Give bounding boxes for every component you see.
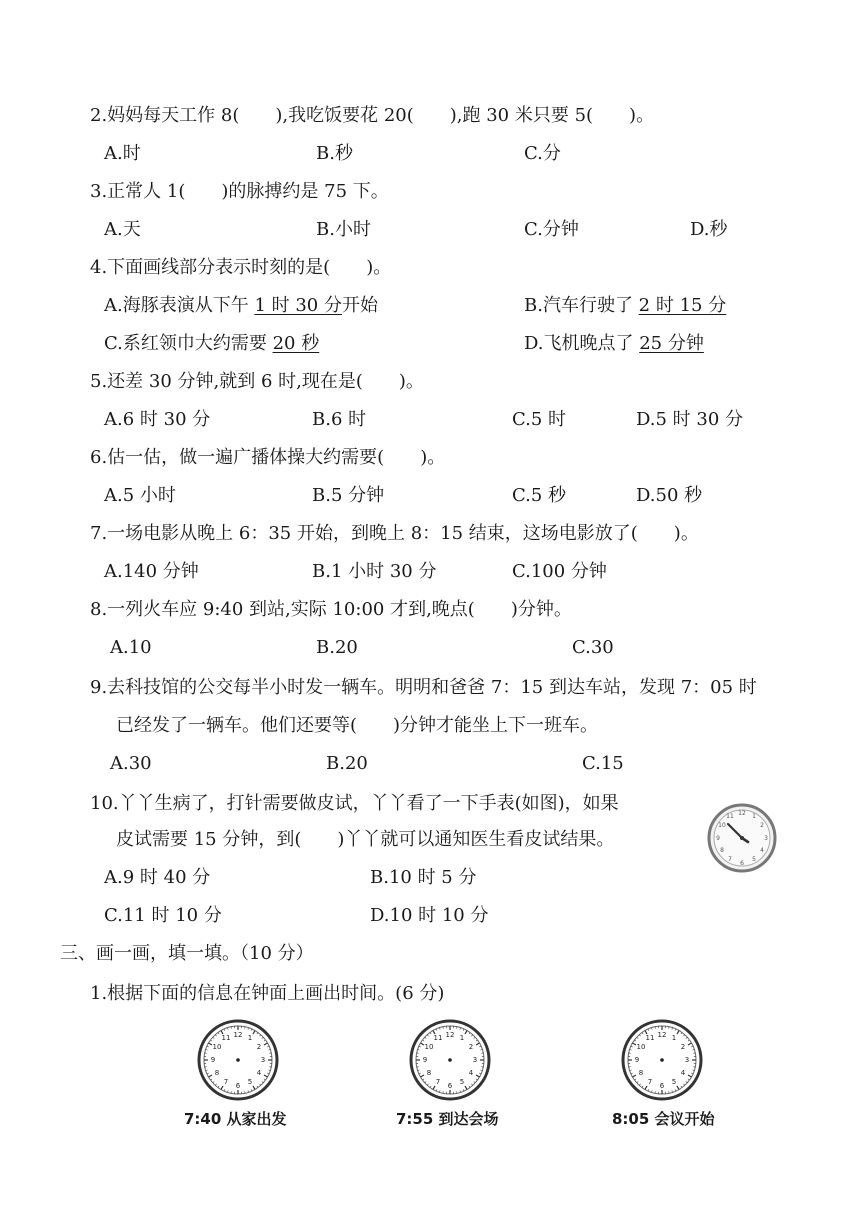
question-2: 2.妈妈每天工作 8( ),我吃饭要花 20( ),跑 30 米只要 5( )。 <box>90 105 655 126</box>
section-3-q1: 1.根据下面的信息在钟面上画出时间。(6 分) <box>90 983 445 1004</box>
option-3d: D.秒 <box>690 219 728 240</box>
svg-text:8: 8 <box>426 1069 432 1077</box>
option-6b: B.5 分钟 <box>312 485 385 506</box>
svg-text:11: 11 <box>726 813 734 820</box>
option-6c: C.5 秒 <box>512 485 567 506</box>
question-3: 3.正常人 1( )的脉搏约是 75 下。 <box>90 181 389 202</box>
svg-text:7: 7 <box>647 1078 653 1086</box>
svg-text:8: 8 <box>638 1069 644 1077</box>
svg-text:2: 2 <box>680 1043 686 1051</box>
svg-text:9: 9 <box>634 1056 640 1064</box>
option-4b: B.汽车行驶了 2 时 15 分 <box>524 295 727 316</box>
svg-text:2: 2 <box>468 1043 474 1051</box>
option-7b: B.1 小时 30 分 <box>312 561 437 582</box>
option-8c: C.30 <box>572 637 614 658</box>
section-3-title: 三、画一画，填一填。（10 分） <box>60 943 314 964</box>
svg-text:6: 6 <box>740 860 744 867</box>
svg-text:3: 3 <box>684 1056 690 1064</box>
option-4d: D.飞机晚点了 25 分钟 <box>524 333 704 354</box>
option-9a: A.30 <box>110 753 152 774</box>
question-9: 9.去科技馆的公交每半小时发一辆车。明明和爸爸 7：15 到达车站，发现 7：05 时 <box>90 677 757 698</box>
watch-clock-icon <box>706 802 778 874</box>
svg-text:3: 3 <box>472 1056 478 1064</box>
svg-text:10: 10 <box>424 1043 434 1051</box>
option-4a: A.海豚表演从下午 1 时 30 分开始 <box>104 295 378 316</box>
blank-clock-3[interactable] <box>620 1018 704 1102</box>
svg-text:12: 12 <box>445 1031 455 1039</box>
question-7: 7.一场电影从晚上 6：35 开始，到晚上 8：15 结束，这场电影放了( )。 <box>90 523 699 544</box>
blank-clock-1[interactable] <box>196 1018 280 1102</box>
svg-text:10: 10 <box>636 1043 646 1051</box>
svg-text:7: 7 <box>728 856 732 863</box>
svg-text:6: 6 <box>235 1082 241 1090</box>
svg-text:4: 4 <box>468 1069 474 1077</box>
svg-text:5: 5 <box>459 1078 465 1086</box>
option-5d: D.5 时 30 分 <box>636 409 744 430</box>
option-4c: C.系红领巾大约需要 20 秒 <box>104 333 320 354</box>
option-3b: B.小时 <box>316 219 371 240</box>
clock-caption-1: 7:40 从家出发 <box>184 1110 287 1128</box>
question-9-cont: 已经发了一辆车。他们还要等( )分钟才能坐上下一班车。 <box>116 715 599 736</box>
question-10-cont: 皮试需要 15 分钟，到( )丫丫就可以通知医生看皮试结果。 <box>116 829 615 850</box>
option-10d: D.10 时 10 分 <box>370 905 489 926</box>
option-9c: C.15 <box>582 753 624 774</box>
clock-caption-3: 8:05 会议开始 <box>612 1110 715 1128</box>
option-2c: C.分 <box>524 143 561 164</box>
svg-text:12: 12 <box>233 1031 243 1039</box>
svg-text:9: 9 <box>210 1056 216 1064</box>
option-2a: A.时 <box>104 143 141 164</box>
option-3a: A.天 <box>104 219 141 240</box>
option-5a: A.6 时 30 分 <box>104 409 211 430</box>
option-6d: D.50 秒 <box>636 485 703 506</box>
option-7c: C.100 分钟 <box>512 561 607 582</box>
svg-text:9: 9 <box>716 835 720 842</box>
svg-text:12: 12 <box>738 810 746 817</box>
svg-text:8: 8 <box>214 1069 220 1077</box>
svg-text:2: 2 <box>256 1043 262 1051</box>
svg-text:6: 6 <box>659 1082 665 1090</box>
svg-text:5: 5 <box>752 856 756 863</box>
question-10: 10.丫丫生病了，打针需要做皮试，丫丫看了一下手表(如图)，如果 <box>90 793 619 814</box>
question-6: 6.估一估，做一遍广播体操大约需要( )。 <box>90 447 446 468</box>
blank-clock-2[interactable] <box>408 1018 492 1102</box>
option-8b: B.20 <box>316 637 358 658</box>
svg-text:5: 5 <box>247 1078 253 1086</box>
svg-text:10: 10 <box>212 1043 222 1051</box>
option-9b: B.20 <box>326 753 368 774</box>
option-7a: A.140 分钟 <box>104 561 199 582</box>
svg-text:8: 8 <box>720 847 724 854</box>
svg-text:2: 2 <box>760 822 764 829</box>
option-5b: B.6 时 <box>312 409 367 430</box>
option-2b: B.秒 <box>316 143 353 164</box>
svg-text:1: 1 <box>752 813 756 820</box>
option-10a: A.9 时 40 分 <box>104 867 211 888</box>
option-5c: C.5 时 <box>512 409 567 430</box>
svg-text:11: 11 <box>433 1034 443 1042</box>
svg-text:6: 6 <box>447 1082 453 1090</box>
svg-text:1: 1 <box>247 1034 253 1042</box>
option-6a: A.5 小时 <box>104 485 176 506</box>
option-10b: B.10 时 5 分 <box>370 867 477 888</box>
svg-text:4: 4 <box>256 1069 262 1077</box>
option-3c: C.分钟 <box>524 219 579 240</box>
question-5: 5.还差 30 分钟,就到 6 时,现在是( )。 <box>90 371 424 392</box>
svg-text:3: 3 <box>260 1056 266 1064</box>
svg-text:4: 4 <box>760 847 764 854</box>
svg-text:4: 4 <box>680 1069 686 1077</box>
svg-text:3: 3 <box>764 835 768 842</box>
question-4: 4.下面画线部分表示时刻的是( )。 <box>90 257 392 278</box>
svg-text:10: 10 <box>718 822 726 829</box>
svg-text:9: 9 <box>422 1056 428 1064</box>
option-10c: C.11 时 10 分 <box>104 905 222 926</box>
option-8a: A.10 <box>110 637 152 658</box>
svg-text:7: 7 <box>435 1078 441 1086</box>
clock-caption-2: 7:55 到达会场 <box>396 1110 499 1128</box>
question-8: 8.一列火车应 9:40 到站,实际 10:00 才到,晚点( )分钟。 <box>90 599 572 620</box>
svg-text:11: 11 <box>221 1034 231 1042</box>
svg-text:5: 5 <box>671 1078 677 1086</box>
svg-text:12: 12 <box>657 1031 667 1039</box>
svg-text:1: 1 <box>459 1034 465 1042</box>
svg-text:1: 1 <box>671 1034 677 1042</box>
svg-text:11: 11 <box>645 1034 655 1042</box>
svg-text:7: 7 <box>223 1078 229 1086</box>
